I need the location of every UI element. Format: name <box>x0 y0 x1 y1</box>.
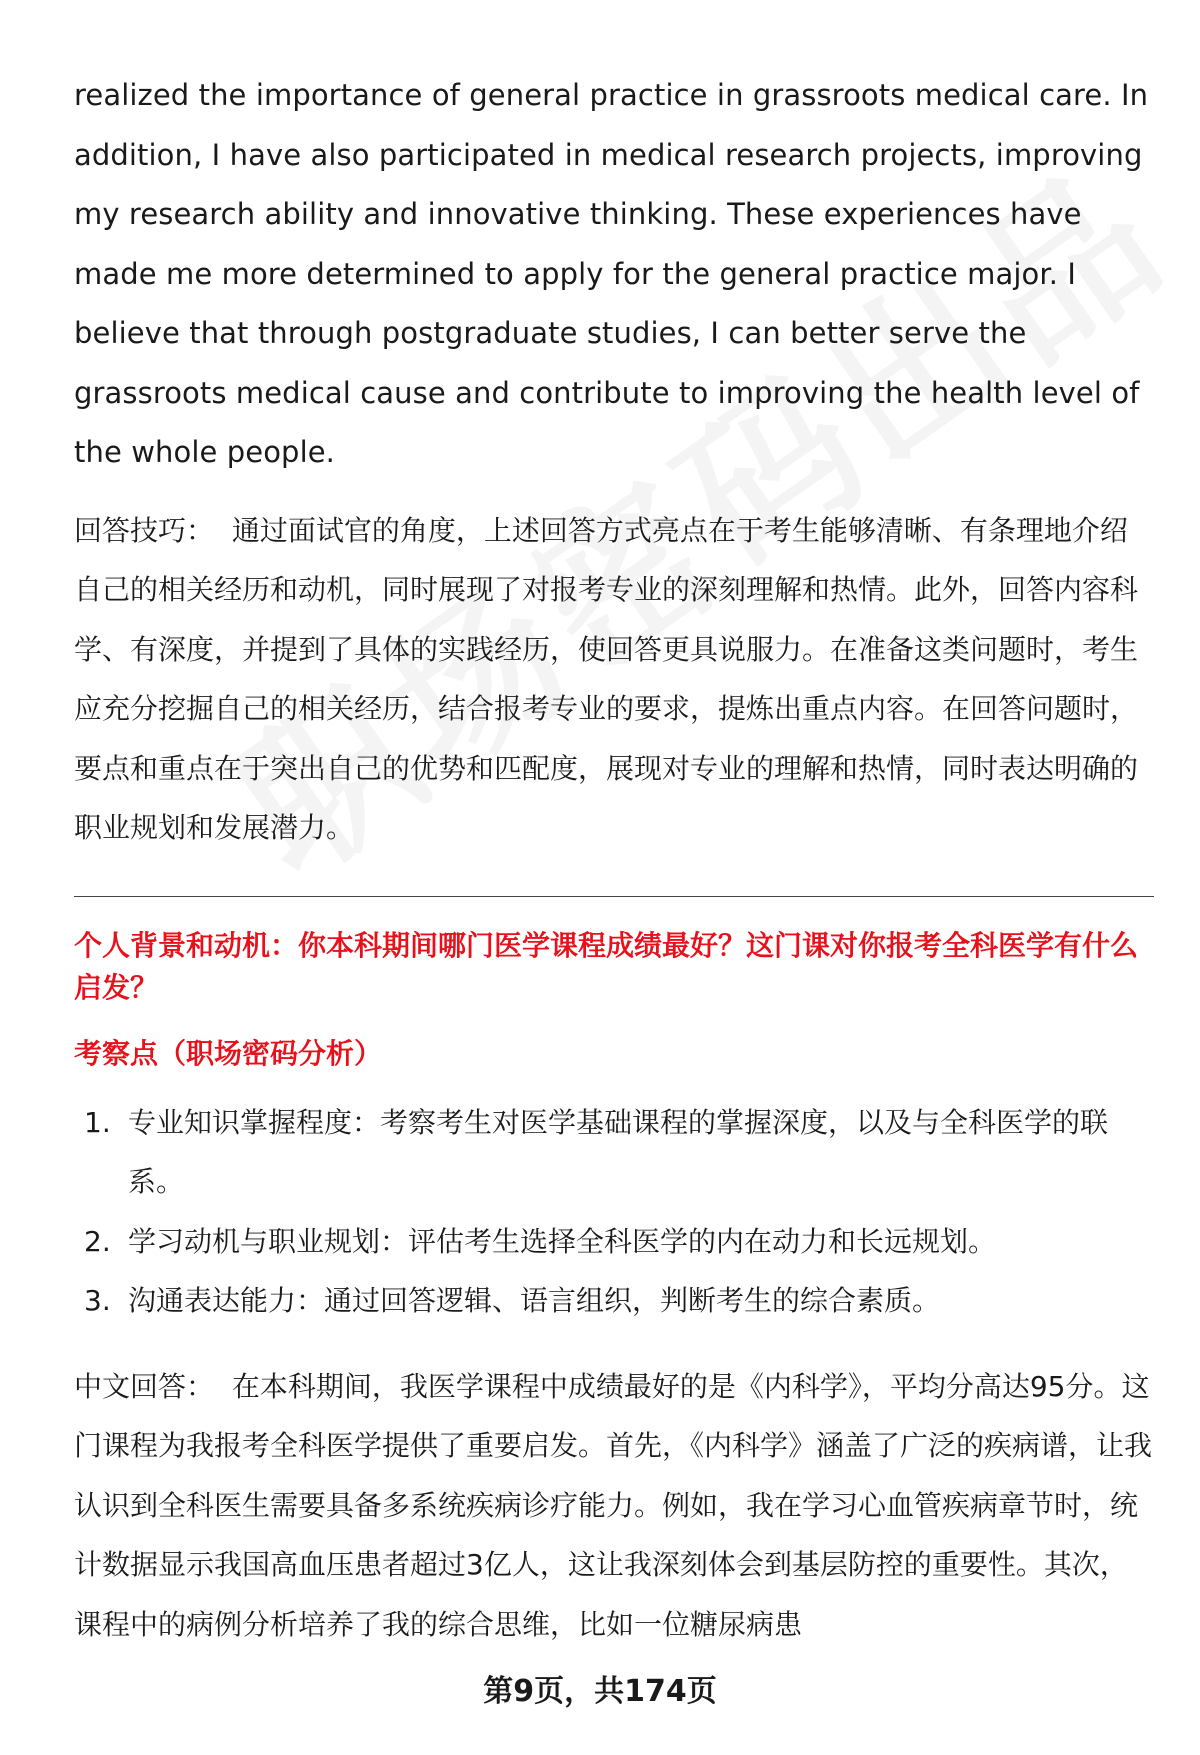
assessment-points-heading: 考察点（职场密码分析） <box>74 1036 383 1070</box>
list-item-text: 沟通表达能力：通过回答逻辑、语言组织，判断考生的综合素质。 <box>128 1284 941 1317</box>
chinese-answer-label: 中文回答： <box>74 1369 215 1403</box>
list-item-text: 专业知识掌握程度：考察考生对医学基础课程的掌握深度，以及与全科医学的联系。 <box>128 1105 1109 1198</box>
chinese-answer <box>74 1357 1154 1655</box>
answer-tips <box>74 501 1154 858</box>
list-item-number: 2. <box>84 1224 111 1258</box>
list-item <box>74 1212 1154 1272</box>
question-heading: 个人背景和动机：你本科期间哪门医学课程成绩最好？这门课对你报考全科医学有什么启发？ <box>74 928 1139 1004</box>
intro-paragraph: realized the importance of general practice in grassroots medical care. In addition, I have also participated in medical research projects, improving my research ability and innovative thinking. These experiences have made me more determined to apply for the general practice major. I believe that through postgraduate studies, I can better serve the grassroots medical cause and contribute to improving the health level of the whole people. <box>74 78 1149 469</box>
list-item-number: 3. <box>84 1284 111 1317</box>
page-content <box>74 66 1154 1654</box>
answer-tips-text: 通过面试官的角度，上述回答方式亮点在于考生能够清晰、有条理地介绍自己的相关经历和动机，同时展现了对报考专业的深刻理解和热情。此外，回答内容科学、有深度，并提到了具体的实践经历，使回答更具说服力。在准备这类问题时，考生应充分挖掘自己的相关经历，结合报考专业的要求，提炼出重点内容。在回答问题时，要点和重点在于突出自己的优势和匹配度，展现对专业的理解和热情，同时表达明确的职业规划和发展潜力。 <box>74 513 1139 844</box>
chinese-answer-text: 在本科期间，我医学课程中成绩最好的是《内科学》，平均分高达95分。这门课程为我报考全科医学提供了重要启发。首先，《内科学》涵盖了广泛的疾病谱，让我认识到全科医生需要具备多系统疾病诊疗能力。例如，我在学习心血管疾病章节时，统计数据显示我国高血压患者超过3亿人，这让我深刻体会到基层防控的重要性。其次，课程中的病例分析培养了我的综合思维，比如一位糖尿病患 <box>74 1369 1153 1641</box>
list-item-number: 1. <box>84 1105 111 1139</box>
page-number: 第9页，共174页 <box>483 1674 717 1709</box>
answer-tips-label: 回答技巧： <box>74 513 215 547</box>
list-item-text: 学习动机与职业规划：评估考生选择全科医学的内在动力和长远规划。 <box>128 1224 997 1258</box>
list-item <box>74 1093 1154 1212</box>
assessment-points-list <box>74 1093 1154 1331</box>
list-item <box>74 1271 1154 1331</box>
section-divider <box>74 896 1154 897</box>
